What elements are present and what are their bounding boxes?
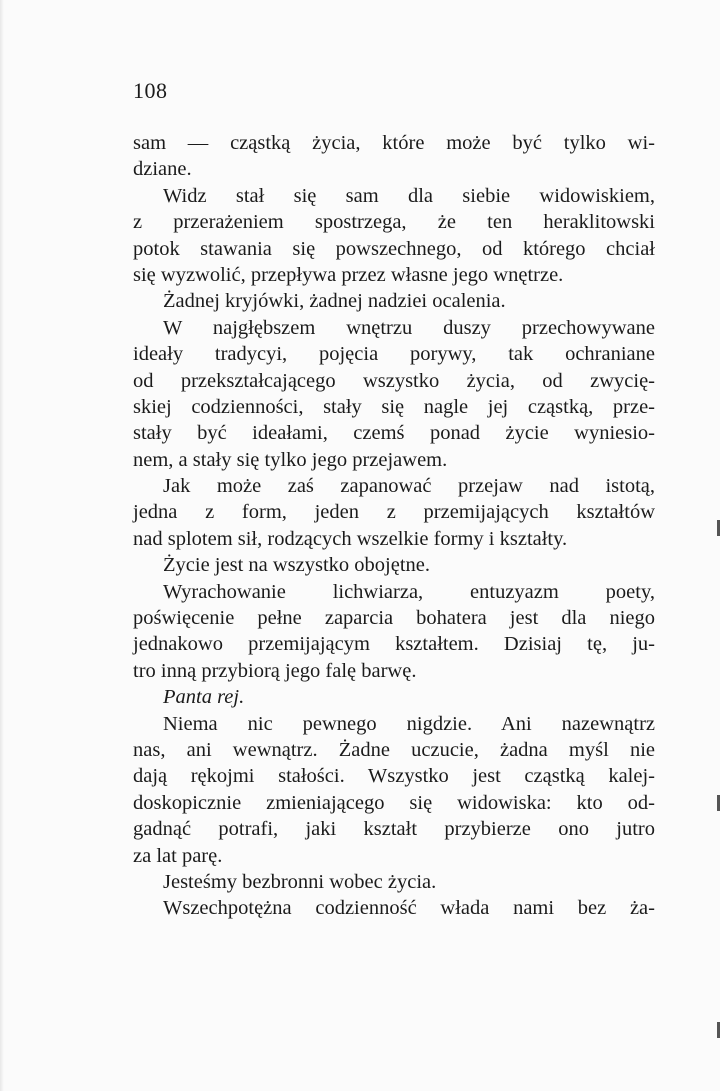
text-line: nad splotem sił, rodzących wszelkie formy i kształty. xyxy=(133,527,568,550)
text-line: skiej codzienności, stały się nagle jej cząstką, prze- xyxy=(133,395,655,418)
text-line: Jak może zaś zapanować przejaw nad istotą, xyxy=(163,475,655,498)
text-line: tro inną przybiorą jego falę barwę. xyxy=(133,659,417,682)
text-line: dziane. xyxy=(133,158,192,181)
text-line: od przekształcającego wszystko życia, od zwycię- xyxy=(133,369,655,392)
body-text xyxy=(133,130,655,922)
text-line: Niema nic pewnego nigdzie. Ani nazewnątrz xyxy=(163,712,655,735)
text-line: z przerażeniem spostrzega, że ten heraklitowski xyxy=(133,211,655,234)
text-line: potok stawania się powszechnego, od którego chciał xyxy=(133,237,655,260)
text-line: Jesteśmy bezbronni wobec życia. xyxy=(163,870,437,893)
text-line: poświęcenie pełne zaparcia bohatera jest dla niego xyxy=(133,607,655,630)
text-line: Żadnej kryjówki, żadnej nadziei ocalenia. xyxy=(163,290,506,313)
text-line: ideały tradycyi, pojęcia porywy, tak ochraniane xyxy=(133,343,655,366)
text-line: nem, a stały się tylko jego przejawem. xyxy=(133,448,448,471)
scan-left-edge xyxy=(0,0,4,1091)
text-line: Życie jest na wszystko obojętne. xyxy=(163,554,431,577)
text-line: nas, ani wewnątrz. Żadne uczucie, żadna myśl nie xyxy=(133,738,655,761)
text-line: Wyrachowanie lichwiarza, entuzyazm poety, xyxy=(163,580,655,603)
text-line: Widz stał się sam dla siebie widowiskiem, xyxy=(163,184,655,207)
text-line: sam — cząstką życia, które może być tylko wi- xyxy=(133,132,655,154)
text-line: doskopicznie zmieniającego się widowiska: kto od- xyxy=(133,791,655,814)
page-number: 108 xyxy=(133,78,168,103)
text-line: się wyzwolić, przepływa przez własne jego wnętrze. xyxy=(133,263,564,286)
text-line: za lat parę. xyxy=(133,844,223,867)
text-line: stały być ideałami, czemś ponad życie wyniesio- xyxy=(133,422,655,445)
text-line: gadnąć potrafi, jaki kształt przybierze ono jutro xyxy=(133,818,655,841)
text-line: Wszechpotężna codzienność włada nami bez ża- xyxy=(163,897,655,920)
text-line: Panta rej. xyxy=(163,686,245,709)
text-line: W najgłębszem wnętrzu duszy przechowywane xyxy=(163,316,655,339)
text-line: jednakowo przemijającym kształtem. Dzisiaj tę, ju- xyxy=(133,633,655,656)
text-line: jedna z form, jeden z przemijających kształtów xyxy=(133,501,655,524)
text-line: dają rękojmi stałości. Wszystko jest cząstką kalej- xyxy=(133,765,655,788)
